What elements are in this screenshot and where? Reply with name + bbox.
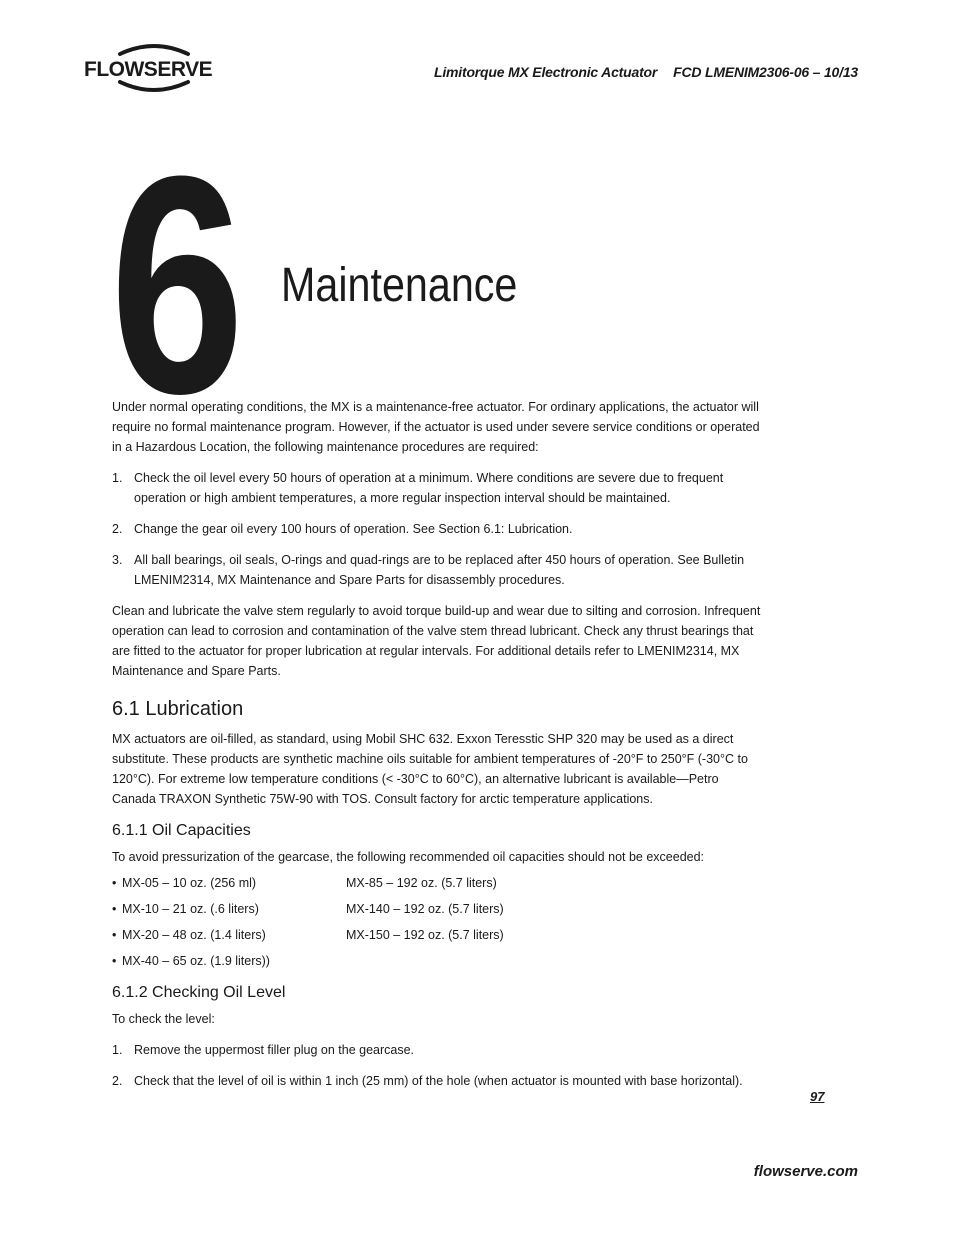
list-number: 2. <box>112 522 123 536</box>
list-item <box>112 519 762 539</box>
flowserve-logo-mark <box>84 40 224 96</box>
capacity-item: MX-150 – 192 oz. (5.7 liters) <box>346 928 504 942</box>
logo-wordmark: FLOWSERVE <box>84 58 213 81</box>
checking-steps-list <box>112 1040 762 1091</box>
page-number: 97 <box>810 1089 825 1104</box>
doc-code: FCD LMENIM2306-06 – 10/13 <box>673 64 858 80</box>
section-heading-lubrication: 6.1 Lubrication <box>112 698 244 720</box>
list-number: 1. <box>112 471 123 485</box>
capacity-item: • MX-10 – 21 oz. (.6 liters) <box>112 899 336 919</box>
list-number: 2. <box>112 1074 123 1088</box>
chapter-title: Maintenance <box>281 259 518 312</box>
checking-intro: To check the level: <box>112 1012 215 1026</box>
subsection-heading-oil-capacities: 6.1.1 Oil Capacities <box>112 822 251 839</box>
capacity-item: • MX-05 – 10 oz. (256 ml) <box>112 873 336 893</box>
clean-paragraph: Clean and lubricate the valve stem regularly to avoid torque build-up and wear due to silting and corrosion. Infrequent operation can lead to corrosion and contamination of the valve stem thread lubricant. Check any thrust bearings that are fitted to the actuator for proper lubrication at regular intervals. For additional details refer to LMENIM2314, MX Maintenance and Spare Parts. <box>112 604 761 678</box>
list-text: Check the oil level every 50 hours of operation at a minimum. Where conditions are severe due to frequent operation or high ambient temperatures, a more regular inspection interval should be maintained. <box>134 471 724 505</box>
main-content <box>112 397 762 1102</box>
list-text: Check that the level of oil is within 1 inch (25 mm) of the hole (when actuator is mounted with base horizontal). <box>134 1074 743 1088</box>
list-item <box>112 1071 762 1091</box>
running-header <box>434 64 858 80</box>
lubrication-paragraph: MX actuators are oil-filled, as standard, using Mobil SHC 632. Exxon Teresstic SHP 320 may be used as a direct substitute. These products are synthetic machine oils suitable for ambient temperatures of -20°F to 250°F (-30°C to 120°C). For extreme low temperature conditions (< -30°C to 60°C), an alternative lubricant is available—Petro Canada TRAXON Synthetic 75W-90 with TOS. Consult factory for arctic temperature applications. <box>112 732 748 806</box>
capacity-item: • MX-20 – 48 oz. (1.4 liters) <box>112 925 336 945</box>
list-item <box>112 1040 762 1060</box>
list-number: 1. <box>112 1043 123 1057</box>
list-item <box>112 550 762 590</box>
chapter-number: 6 <box>110 111 240 458</box>
list-text: All ball bearings, oil seals, O-rings and quad-rings are to be replaced after 450 hours of operation. See Bulletin LMENIM2314, MX Maintenance and Spare Parts for disassembly procedures. <box>134 553 745 587</box>
maintenance-procedures-list <box>112 468 762 590</box>
oil-capacities-intro: To avoid pressurization of the gearcase, the following recommended oil capacities should not be exceeded: <box>112 850 705 864</box>
list-number: 3. <box>112 553 123 567</box>
list-text: Remove the uppermost filler plug on the gearcase. <box>134 1043 415 1057</box>
subsection-heading-checking-oil-level: 6.1.2 Checking Oil Level <box>112 984 286 1001</box>
doc-title: Limitorque MX Electronic Actuator <box>434 64 658 80</box>
list-item <box>112 468 762 508</box>
intro-paragraph: Under normal operating conditions, the MX is a maintenance-free actuator. For ordinary applications, the actuator will require no formal maintenance program. However, if the actuator is used under severe service conditions or operated in a Hazardous Location, the following maintenance procedures are required: <box>112 400 760 454</box>
capacity-item: MX-85 – 192 oz. (5.7 liters) <box>346 876 497 890</box>
capacity-item: • MX-40 – 65 oz. (1.9 liters)) <box>112 951 336 971</box>
capacity-item <box>336 951 556 971</box>
flowserve-logo <box>84 40 224 96</box>
footer-url[interactable]: flowserve.com <box>753 1163 858 1180</box>
list-text: Change the gear oil every 100 hours of operation. See Section 6.1: Lubrication. <box>134 522 573 536</box>
capacity-item: MX-140 – 192 oz. (5.7 liters) <box>346 902 504 916</box>
oil-capacities-list <box>112 873 762 971</box>
